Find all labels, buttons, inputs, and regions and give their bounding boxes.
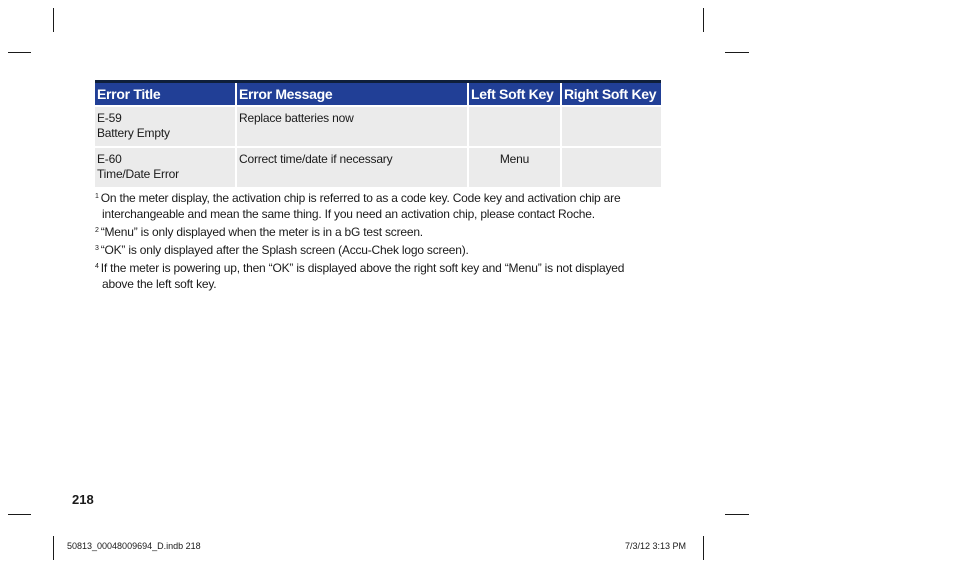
crop-mark-bottom-right-horizontal [725,514,749,515]
footnote-text: “Menu” is only displayed when the meter is in a bG test screen. [100,225,423,239]
error-message-cell: Correct time/date if necessary [236,147,468,187]
error-message-cell: Replace batteries now [236,106,468,147]
error-code: E-60 [97,152,122,166]
error-table [95,80,661,187]
page-number: 218 [72,492,94,507]
crop-mark-bottom-right-vertical [703,536,704,560]
header-left-soft-key: Left Soft Key [468,82,561,107]
footnote-marker: 3 [95,245,99,252]
right-soft-key-cell [561,106,661,147]
footnote-text: If the meter is powering up, then “OK” is displayed above the right soft key and “Menu” is not displayed [100,261,625,275]
footnote-marker: 2 [95,227,99,234]
footnote-marker: 4 [95,263,99,270]
error-title-cell [95,147,236,187]
error-table-header-row [95,82,661,107]
crop-mark-top-left-horizontal [8,52,31,53]
error-name: Battery Empty [97,126,170,140]
slug-file-info: 50813_00048009694_D.indb 218 [67,541,201,551]
table-row [95,147,661,187]
left-soft-key-cell [468,106,561,147]
right-soft-key-cell [561,147,661,187]
footnote-marker: 1 [95,193,99,200]
error-title-cell [95,106,236,147]
footnote-2 [95,223,655,240]
header-error-title: Error Title [95,82,236,107]
error-code: E-59 [97,111,122,125]
footnotes [95,189,655,293]
left-soft-key-cell: Menu [468,147,561,187]
slug-date-time: 7/3/12 3:13 PM [625,541,687,551]
footnote-text-continued: interchangeable and mean the same thing. If you need an activation chip, please contact Roche. [102,207,595,221]
header-right-soft-key: Right Soft Key [561,82,661,107]
table-row [95,106,661,147]
crop-mark-top-right-horizontal [725,52,749,53]
footnote-text: On the meter display, the activation chip is referred to as a code key. Code key and activation chip are [100,191,621,205]
header-error-message: Error Message [236,82,468,107]
crop-mark-top-left-vertical [53,8,54,32]
footnote-1 [95,189,655,222]
crop-mark-top-right-vertical [703,8,704,32]
footnote-text-continued: above the left soft key. [102,277,217,291]
footnote-4 [95,259,655,292]
error-name: Time/Date Error [97,167,179,181]
footnote-text: “OK” is only displayed after the Splash screen (Accu-Chek logo screen). [100,243,469,257]
footnote-3 [95,241,655,258]
crop-mark-bottom-left-horizontal [8,514,31,515]
crop-mark-bottom-left-vertical [53,536,54,560]
